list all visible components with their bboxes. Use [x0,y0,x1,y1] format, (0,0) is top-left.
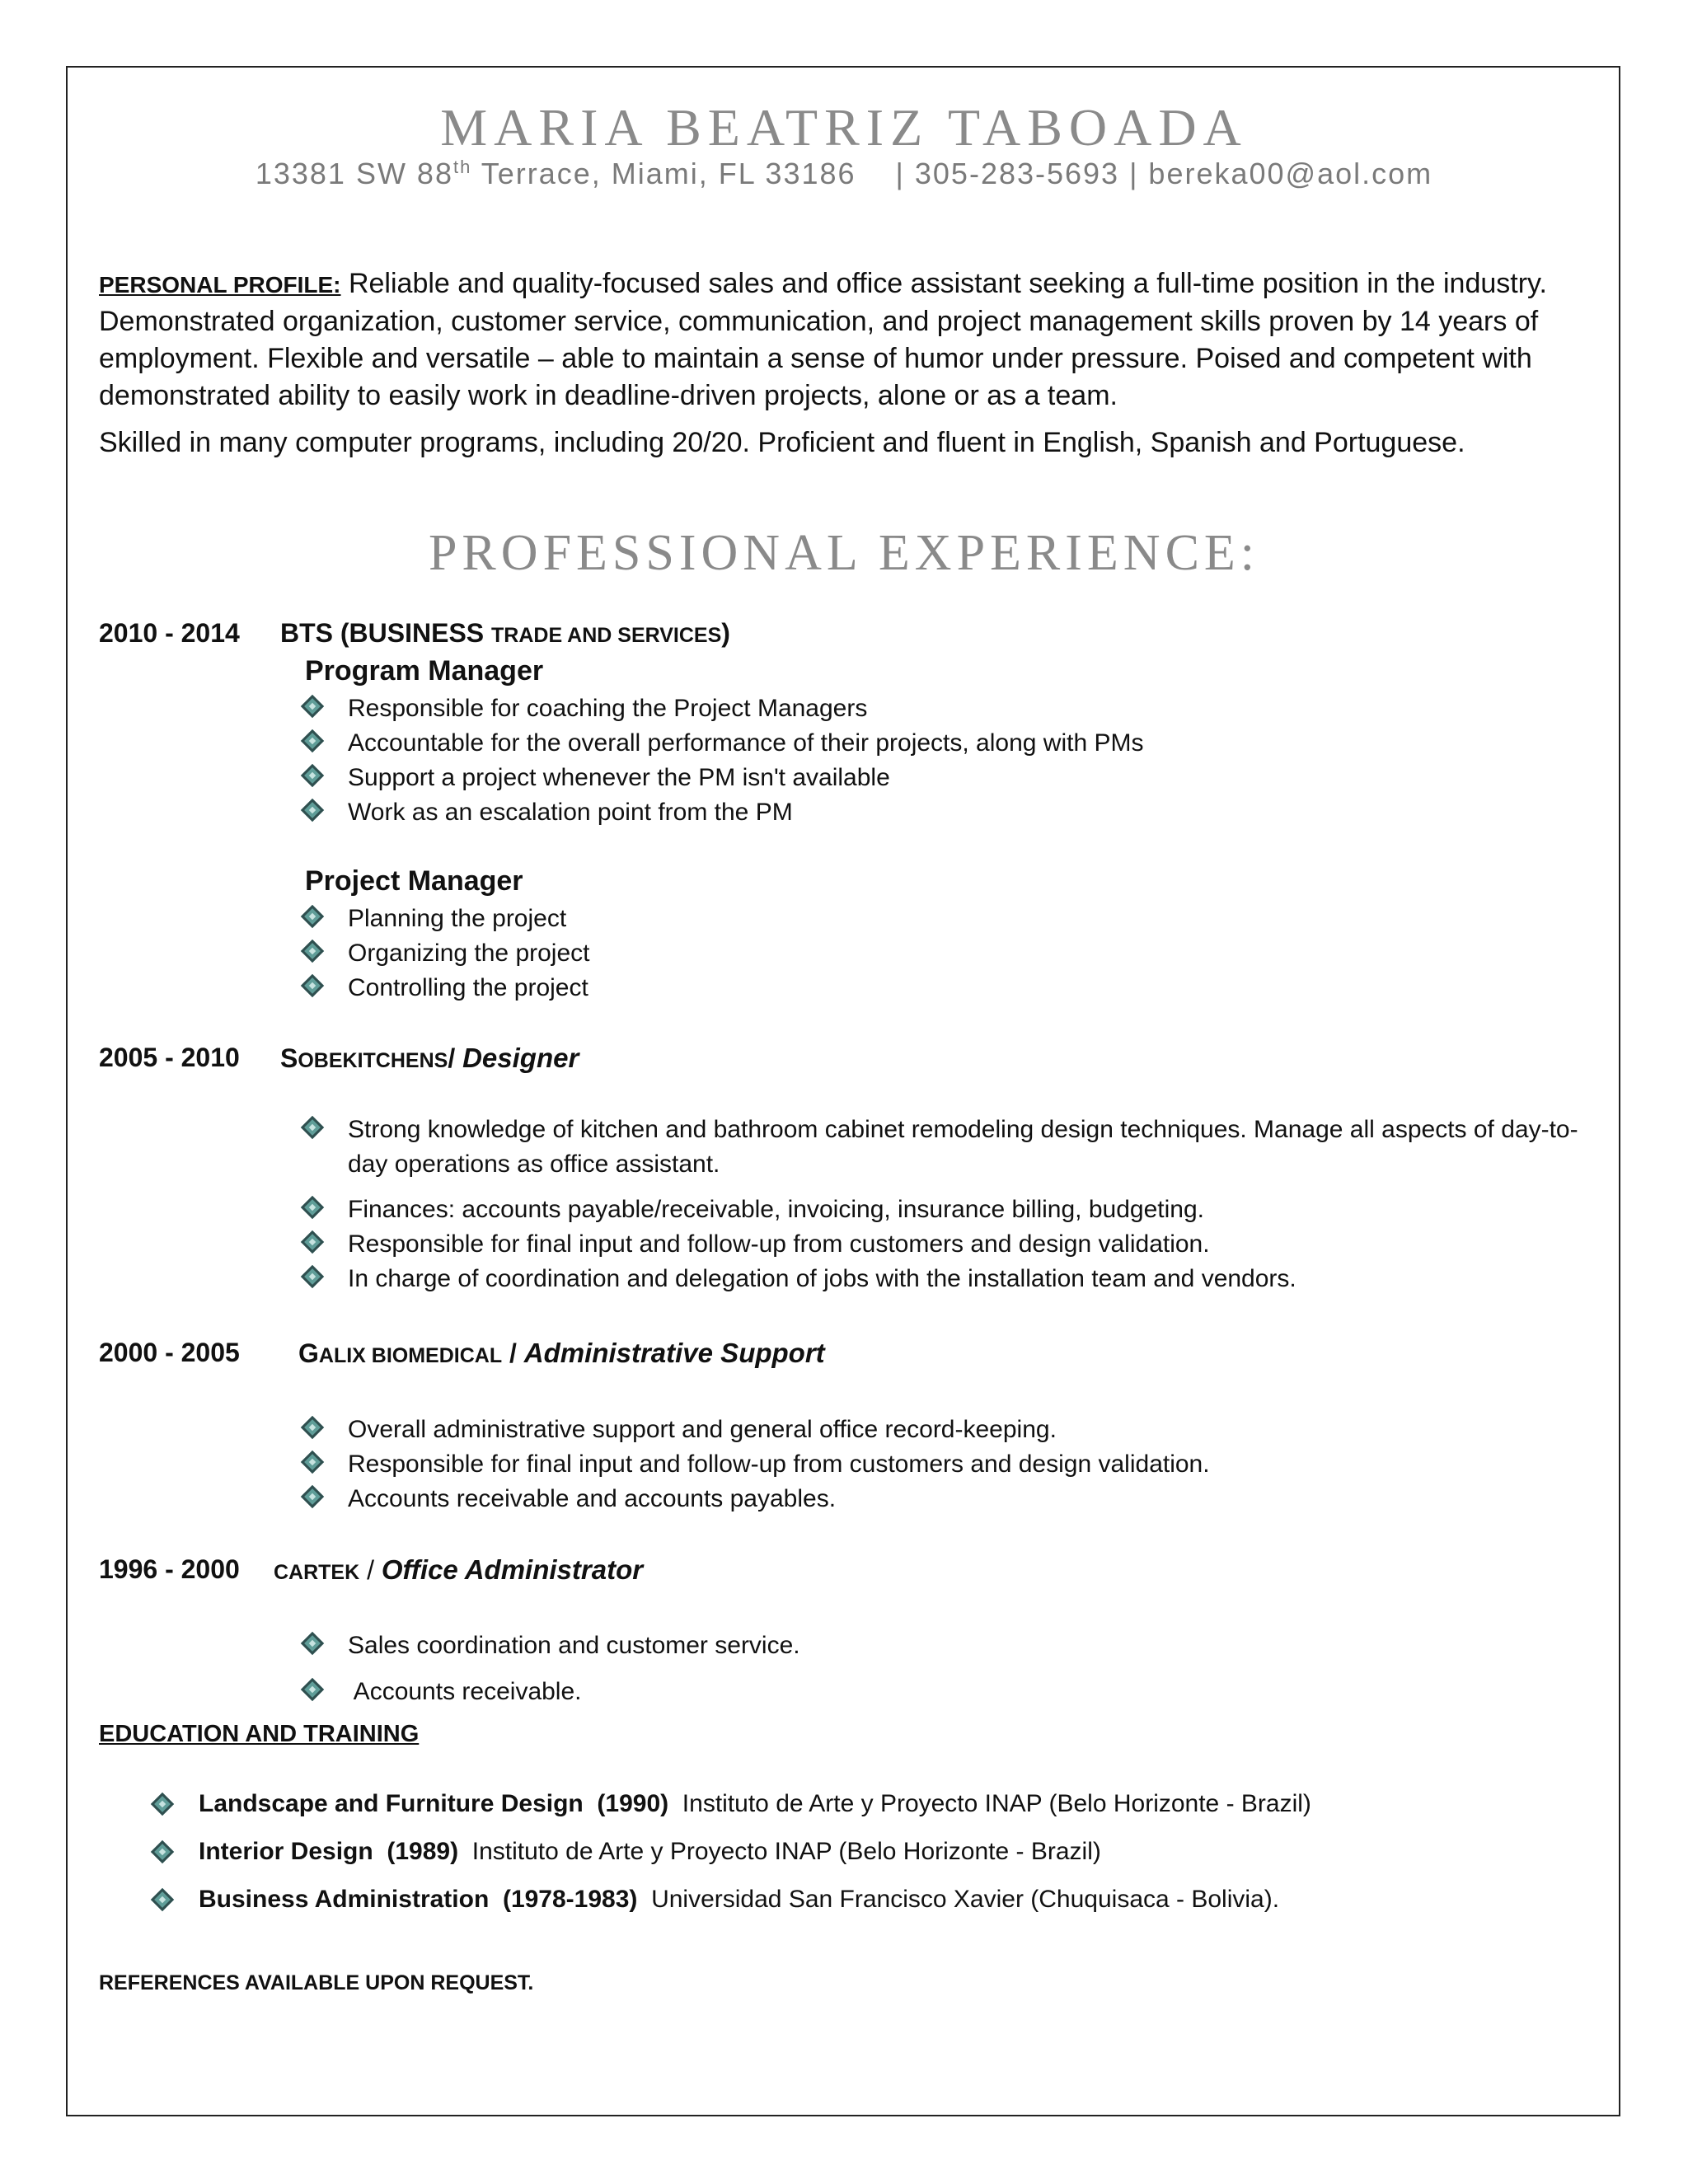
job-dates: 2005 - 2010 [99,1043,240,1072]
education-school: Instituto de Arte y Proyecto INAP (Belo Horizonte - Brazil) [458,1838,1101,1865]
education-item [199,1838,1101,1866]
company-separator: / [359,1555,382,1585]
job-bullet: Accountable for the overall performance of their projects, along with PMs [348,729,1144,757]
education-program: Business Administration (1978-1983) [199,1886,638,1913]
job-bullet: Organizing the project [348,940,590,967]
company-separator: / [448,1043,463,1073]
company-name: BTS (BUSINESS [280,618,492,648]
education-item [199,1886,1279,1914]
company-separator: / [502,1338,524,1368]
job-company [274,1554,643,1586]
company-name-smallcaps: OBEKITCHENS [298,1049,448,1072]
education-program: Landscape and Furniture Design (1990) [199,1790,669,1817]
job-bullet: Controlling the project [348,974,588,1001]
education-school: Instituto de Arte y Proyecto INAP (Belo Horizonte - Brazil) [668,1790,1311,1817]
job-dates: 2010 - 2014 [99,618,240,648]
company-name-smallcaps: CARTEK [274,1561,360,1584]
profile-text: Reliable and quality-focused sales and office assistant seeking a full-time position in the industry. Demonstrated organization, customer service, communication, and project management skills proven by 14 years of employment. Flexible and versatile – able to maintain a sense of humor under pressure. Poised and competent with demonstrated ability to easily work in deadline-driven projects, alone or as a team. [99,268,1547,411]
company-name: G [298,1338,319,1368]
job-bullet: Accounts receivable and accounts payables. [348,1485,837,1512]
job-bullet: Sales coordination and customer service. [348,1632,800,1659]
job-bullet: Responsible for final input and follow-up from customers and design validation. [348,1451,1210,1478]
job-bullet: Planning the project [348,905,567,932]
job-company [280,1043,579,1074]
job-position: Designer [462,1043,579,1073]
job-bullet: Finances: accounts payable/receivable, invoicing, insurance billing, budgeting. [348,1196,1204,1223]
job-company [298,1338,825,1369]
address-street: 13381 SW 88 [255,157,453,190]
job-bullet: Accounts receivable. [348,1678,582,1705]
job-bullet: Overall administrative support and general office record-keeping. [348,1416,1057,1443]
education-school: Universidad San Francisco Xavier (Chuquisaca - Bolivia). [637,1886,1280,1913]
job-bullet: Support a project whenever the PM isn't available [348,764,890,791]
company-name: S [280,1043,298,1073]
education-program: Interior Design (1989) [199,1838,459,1865]
profile-label: PERSONAL PROFILE: [99,272,341,298]
job-bullet: Work as an escalation point from the PM [348,799,793,826]
company-name-smallcaps: ALIX BIOMEDICAL [318,1344,503,1367]
job-role-title: Program Manager [305,655,544,687]
job-company [280,618,730,649]
job-bullet: In charge of coordination and delegation of jobs with the installation team and vendors. [348,1265,1296,1292]
job-position: Office Administrator [381,1554,644,1585]
address-contact-rest: Terrace, Miami, FL 33186 | 305-283-5693 | bereka00@aol.com [471,157,1433,190]
job-position: Administrative Support [523,1338,825,1368]
job-bullet: Strong knowledge of kitchen and bathroom cabinet remodeling design techniques. Manage all aspects of day-to-day operations as office assistant. [348,1116,1578,1178]
address-ordinal: th [452,157,472,177]
education-heading: EDUCATION AND TRAINING [99,1721,420,1747]
job-role-title: Project Manager [305,865,523,897]
candidate-name: MARIA BEATRIZ TABOADA [440,98,1248,157]
job-dates: 2000 - 2005 [99,1338,240,1367]
job-bullet: Responsible for coaching the Project Managers [348,695,868,722]
contact-line [0,157,1688,191]
experience-heading: PROFESSIONAL EXPERIENCE: [428,525,1260,581]
company-name-smallcaps: TRADE AND SERVICES [491,624,722,647]
job-bullet: Responsible for final input and follow-up from customers and design validation. [348,1230,1210,1258]
profile-skills: Skilled in many computer programs, including 20/20. Proficient and fluent in English, Spanish and Portuguese. [99,427,1465,458]
personal-profile [99,265,1582,462]
references-note: REFERENCES AVAILABLE UPON REQUEST. [99,1971,534,1994]
education-item [199,1790,1311,1818]
job-dates: 1996 - 2000 [99,1554,240,1584]
company-name-tail: ) [721,618,730,648]
